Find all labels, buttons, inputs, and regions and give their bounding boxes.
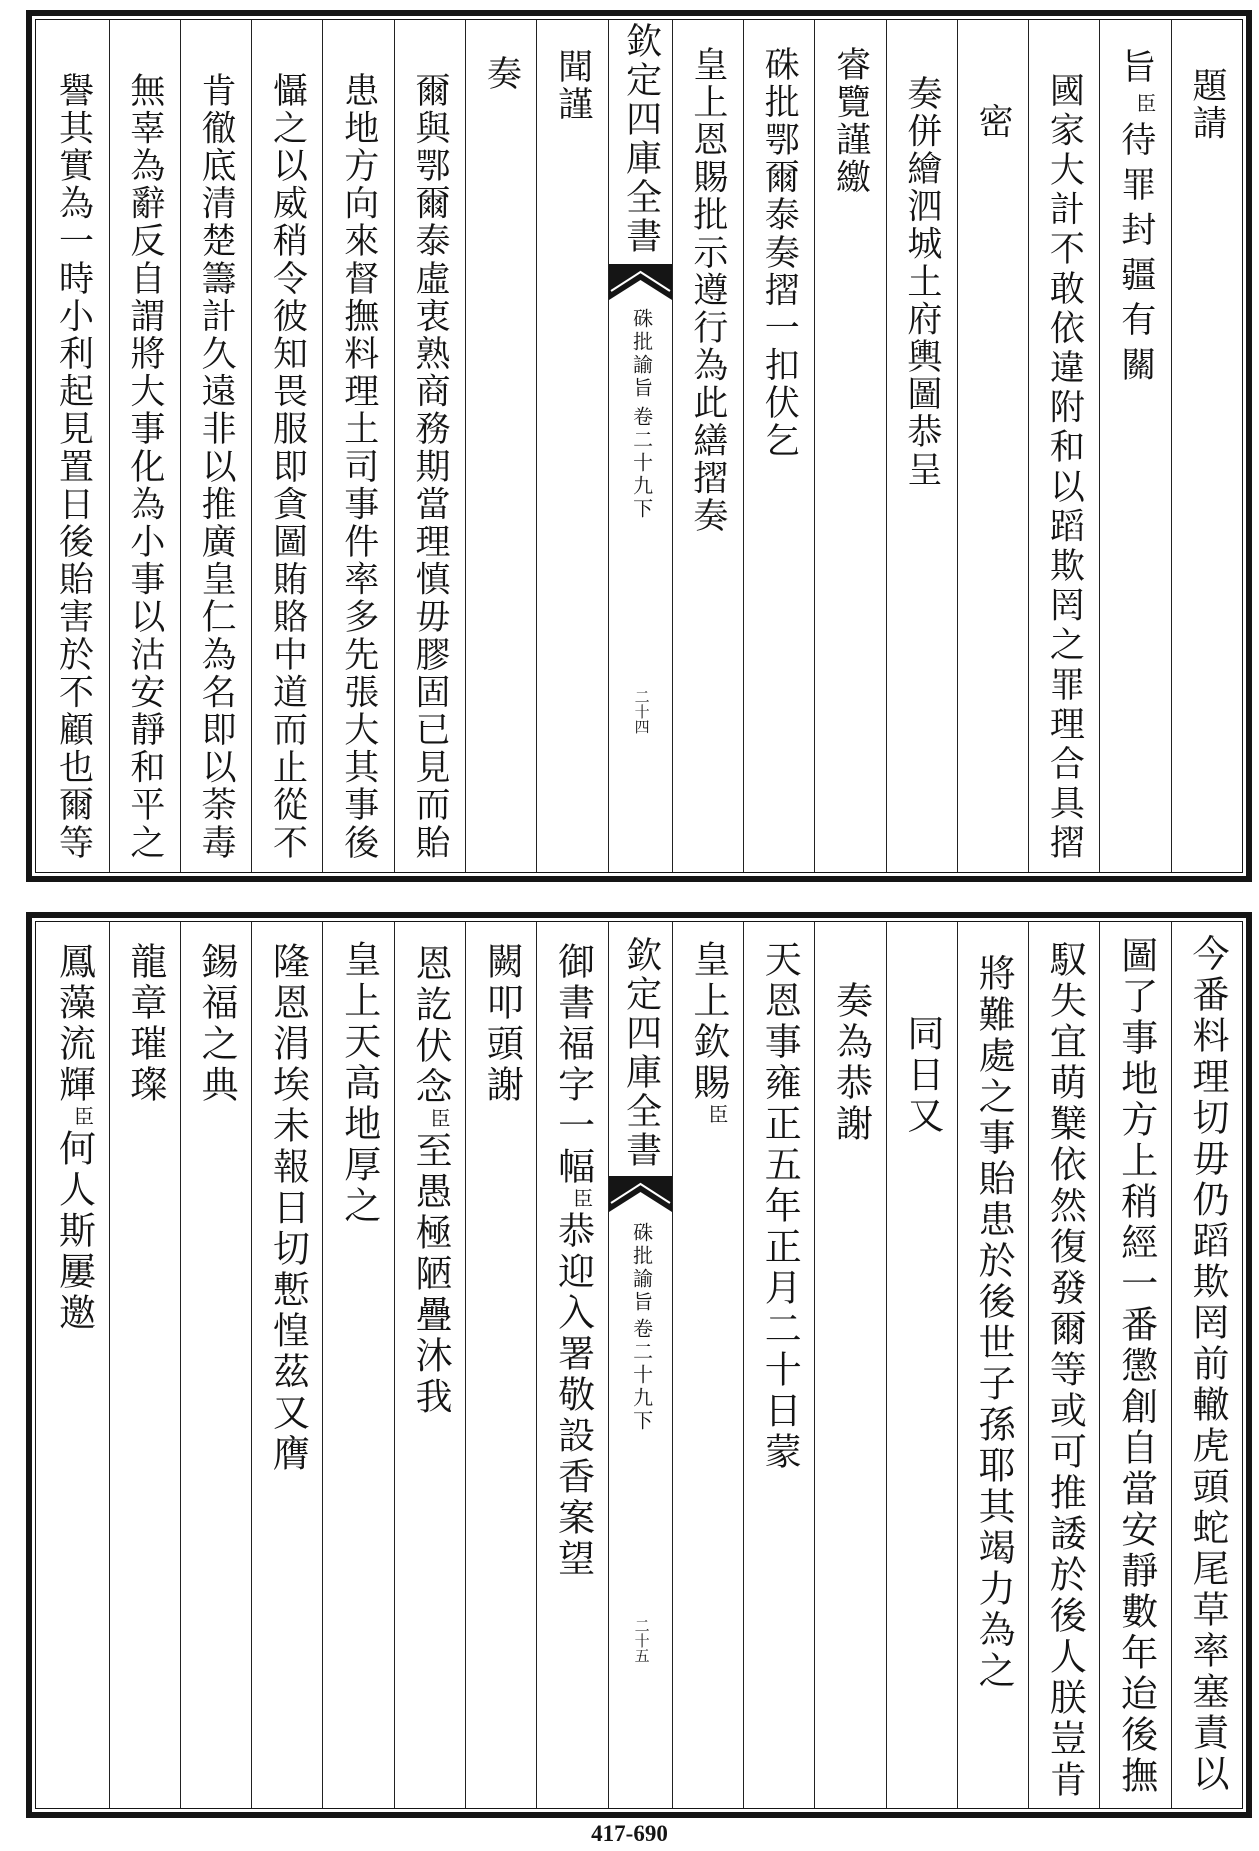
small-character: 臣 bbox=[70, 1106, 95, 1129]
column-text: 聞謹 bbox=[552, 48, 593, 124]
top-column-13 bbox=[251, 20, 322, 872]
fold-page-number: 二十四 bbox=[632, 689, 651, 734]
column-text: 懾之以威稍令彼知畏服即貪圖賄賂中道而止從不 bbox=[267, 72, 308, 862]
column-text bbox=[537, 942, 607, 1580]
center-fold bbox=[608, 20, 672, 872]
column-text bbox=[1100, 48, 1170, 391]
bottom-column-7 bbox=[743, 922, 814, 1808]
fishtail-mark bbox=[609, 1176, 672, 1212]
center-fold bbox=[608, 922, 672, 1808]
bottom-column-16 bbox=[37, 922, 108, 1808]
fold-volume: 卷二十九下 bbox=[629, 1318, 654, 1433]
column-text: 皇上恩賜批示遵行為此繕摺奏 bbox=[687, 46, 728, 535]
top-page-columns bbox=[35, 19, 1243, 873]
small-character: 臣 bbox=[427, 1108, 452, 1131]
page-code: 417-690 bbox=[591, 1821, 668, 1846]
bottom-column-8 bbox=[672, 922, 743, 1808]
column-text: 將難處之事貽患於後世子孫耶其竭力為之 bbox=[972, 954, 1016, 1692]
column-text: 肯徹底清楚籌計久遠非以推廣皇仁為名即以荼毒 bbox=[196, 72, 237, 862]
bottom-page-columns bbox=[35, 921, 1243, 1809]
column-text-part: 鳳藻流輝 bbox=[52, 942, 96, 1106]
column-text: 奏 bbox=[481, 55, 522, 93]
fold-book-title: 硃批諭旨 bbox=[629, 308, 654, 400]
column-text: 奏為恭謝 bbox=[829, 981, 873, 1145]
column-text: 闕叩頭謝 bbox=[480, 942, 524, 1106]
column-text: 無辜為辭反自謂將大事化為小事以沽安靜和平之 bbox=[124, 72, 165, 862]
column-text: 題請 bbox=[1187, 67, 1227, 143]
top-column-16 bbox=[37, 20, 108, 872]
small-character: 臣 bbox=[1132, 93, 1157, 121]
small-character: 臣 bbox=[569, 1188, 594, 1211]
column-text bbox=[395, 944, 465, 1418]
top-column-11 bbox=[394, 20, 465, 872]
bottom-column-13 bbox=[251, 922, 322, 1808]
top-column-5 bbox=[886, 20, 957, 872]
column-text-part: 至愚極陋疊沐我 bbox=[409, 1131, 453, 1418]
fold-page-number: 二十五 bbox=[632, 1618, 651, 1663]
bottom-column-15 bbox=[109, 922, 180, 1808]
column-text: 患地方向來督撫料理土司事件率多先張大其事後 bbox=[338, 72, 379, 862]
top-page-panel bbox=[26, 10, 1252, 882]
bottom-page-panel bbox=[26, 912, 1252, 1818]
bottom-column-3 bbox=[1028, 922, 1099, 1808]
bottom-column-1 bbox=[1171, 922, 1242, 1808]
column-text: 隆恩涓埃未報日切慙惶茲又膺 bbox=[266, 942, 310, 1475]
column-text: 密 bbox=[973, 103, 1014, 141]
fold-volume: 卷二十九下 bbox=[629, 406, 654, 521]
column-text-part: 皇上欽賜 bbox=[686, 940, 730, 1104]
column-text-part: 恩訖伏念 bbox=[409, 944, 453, 1108]
column-text: 天恩事雍正五年正月二十日蒙 bbox=[758, 940, 802, 1473]
small-character: 臣 bbox=[704, 1104, 729, 1127]
top-column-14 bbox=[180, 20, 251, 872]
top-column-7 bbox=[743, 20, 814, 872]
top-column-3 bbox=[1028, 20, 1099, 872]
bottom-column-10 bbox=[465, 922, 536, 1808]
bottom-column-9 bbox=[536, 922, 607, 1808]
bottom-column-6 bbox=[814, 922, 885, 1808]
bottom-column-11 bbox=[394, 922, 465, 1808]
top-column-15 bbox=[109, 20, 180, 872]
bottom-column-2 bbox=[1099, 922, 1170, 1808]
column-text: 龍章璀璨 bbox=[123, 942, 167, 1106]
bottom-column-4 bbox=[957, 922, 1028, 1808]
column-text: 國家大計不敢依違附和以蹈欺罔之罪理合具摺 bbox=[1044, 72, 1085, 864]
column-text: 馭失宜萌櫱依然復發爾等或可推諉於後人朕豈肯 bbox=[1043, 940, 1087, 1801]
column-text bbox=[673, 940, 743, 1127]
bottom-column-14 bbox=[180, 922, 251, 1808]
column-text-part: 旨 bbox=[1115, 48, 1156, 93]
top-column-6 bbox=[814, 20, 885, 872]
column-text: 皇上天高地厚之 bbox=[337, 940, 381, 1227]
top-column-10 bbox=[465, 20, 536, 872]
column-text: 硃批鄂爾泰奏摺一扣伏乞 bbox=[759, 46, 800, 460]
column-text: 譽其實為一時小利起見置日後貽害於不顧也爾等 bbox=[53, 72, 94, 862]
top-column-8 bbox=[672, 20, 743, 872]
fold-book-title: 硃批諭旨 bbox=[629, 1222, 654, 1314]
column-text: 爾與鄂爾泰虛衷熟商務期當理慎毋膠固已見而貽 bbox=[410, 72, 451, 862]
column-text: 睿覽謹繳 bbox=[830, 46, 871, 197]
column-text-part: 恭迎入署敬設香案望 bbox=[551, 1211, 595, 1580]
top-column-12 bbox=[322, 20, 393, 872]
top-column-1 bbox=[1171, 20, 1242, 872]
top-column-4 bbox=[957, 20, 1028, 872]
column-text-part: 何人斯屢邀 bbox=[52, 1129, 96, 1334]
fold-title: 欽定四庫全書 bbox=[620, 22, 662, 256]
column-text: 奏併繪泗城土府輿圖恭呈 bbox=[901, 75, 942, 489]
column-text: 圖了事地方上稍經一番懲創自當安靜數年迨後撫 bbox=[1114, 936, 1158, 1797]
column-text-part: 御書福字一幅 bbox=[551, 942, 595, 1188]
fishtail-mark bbox=[609, 264, 672, 300]
bottom-column-5 bbox=[886, 922, 957, 1808]
column-text: 今番料理切毋仍蹈欺罔前轍虎頭蛇尾草率塞責以 bbox=[1186, 934, 1229, 1795]
column-text: 錫福之典 bbox=[195, 942, 239, 1106]
bottom-column-12 bbox=[322, 922, 393, 1808]
fold-title: 欽定四庫全書 bbox=[620, 936, 662, 1170]
column-text-part: 待罪封疆有關 bbox=[1115, 121, 1156, 391]
top-column-2 bbox=[1099, 20, 1170, 872]
top-column-9 bbox=[536, 20, 607, 872]
column-text: 同日又 bbox=[900, 1014, 944, 1137]
column-text bbox=[37, 942, 108, 1334]
